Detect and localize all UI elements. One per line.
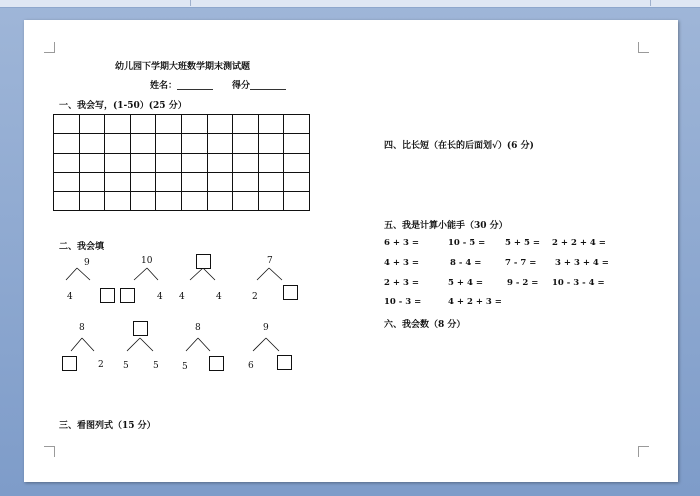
score-field[interactable]: 得分________ [232, 81, 287, 91]
equation: 4 + 2 + 3 = [448, 297, 502, 307]
bond-line [66, 268, 90, 280]
equation: 10 - 3 - 4 = [552, 278, 605, 288]
equation: 8 - 4 = [450, 258, 482, 268]
equation: 2 + 2 + 4 = [552, 238, 606, 248]
bond-2-answer-box[interactable] [120, 288, 135, 303]
section-4-heading: 四、比长短（在长的后面划√）(6 分) [384, 141, 534, 151]
bond-line [134, 268, 158, 280]
equation: 6 + 3 = [384, 238, 419, 248]
equation: 10 - 5 = [448, 238, 486, 248]
bond-7-answer-box[interactable] [209, 356, 224, 371]
bond-6-right: 5 [153, 361, 159, 371]
bond-4-answer-box[interactable] [283, 285, 298, 300]
bond-4-top: 7 [267, 256, 273, 266]
bond-3-left: 4 [179, 292, 185, 302]
bond-line [186, 338, 210, 351]
ruler-segment [190, 0, 651, 6]
bond-6-answer-box[interactable] [133, 321, 148, 336]
section-5-heading: 五、我是计算小能手（30 分） [384, 221, 508, 231]
bond-1-answer-box[interactable] [100, 288, 115, 303]
bond-2-top: 10 [141, 256, 153, 266]
bond-7-left: 5 [182, 362, 188, 372]
bond-3-right: 4 [216, 292, 222, 302]
ruler-segment [0, 0, 191, 6]
bond-4-left: 2 [252, 292, 258, 302]
section-6-heading: 六、我会数（8 分） [384, 320, 466, 330]
equation: 4 + 3 = [384, 258, 419, 268]
bond-line [190, 268, 215, 280]
bond-5-answer-box[interactable] [62, 356, 77, 371]
bond-line [127, 338, 153, 351]
bond-line [257, 268, 282, 280]
bond-8-left: 6 [248, 361, 254, 371]
bond-5-right: 2 [98, 360, 104, 370]
document-title: 幼儿园下学期大班数学期末测试题 [115, 62, 251, 72]
bond-lines [24, 20, 678, 482]
bond-8-answer-box[interactable] [277, 355, 292, 370]
equation: 10 - 3 = [384, 297, 422, 307]
bond-1-left: 4 [67, 292, 73, 302]
bond-2-right: 4 [157, 292, 163, 302]
bond-3-answer-box[interactable] [196, 254, 211, 269]
bond-line [253, 338, 279, 351]
equation: 5 + 4 = [448, 278, 483, 288]
document-page [24, 20, 678, 482]
equation: 3 + 3 + 4 = [555, 258, 609, 268]
bond-5-top: 8 [79, 323, 85, 333]
top-ruler [0, 0, 700, 8]
section-1-heading: 一、我会写，(1-50）(25 分） [59, 101, 187, 111]
equation: 9 - 2 = [507, 278, 539, 288]
bond-8-top: 9 [263, 323, 269, 333]
equation: 5 + 5 = [505, 238, 540, 248]
bond-1-top: 9 [84, 258, 90, 268]
section-2-heading: 二、我会填 [59, 242, 105, 252]
bond-7-top: 8 [195, 323, 201, 333]
equation: 7 - 7 = [505, 258, 537, 268]
bond-6-left: 5 [123, 361, 129, 371]
bond-line [71, 338, 94, 351]
name-field[interactable]: 姓名：________ [150, 81, 214, 91]
equation: 2 + 3 = [384, 278, 419, 288]
section-3-heading: 三、看图列式（15 分） [59, 421, 156, 431]
